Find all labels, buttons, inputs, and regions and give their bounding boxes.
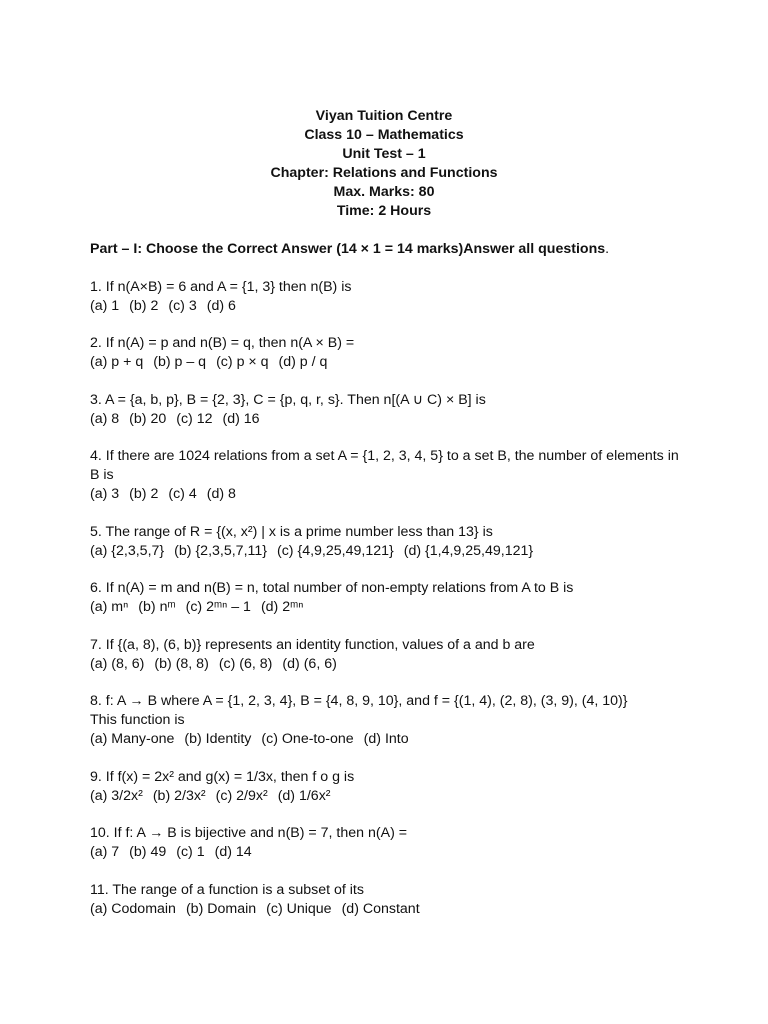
option-b: (b) nᵐ (138, 599, 176, 615)
option-c: (c) p × q (216, 354, 269, 370)
option-a: (a) (8, 6) (90, 655, 145, 672)
option-c: (c) One-to-one (261, 731, 354, 747)
option-c: (c) 2ᵐⁿ – 1 (185, 599, 251, 615)
option-b: (b) (8, 8) (154, 655, 209, 672)
answer-options (90, 353, 688, 372)
question-text: 4. If there are 1024 relations from a set A = {1, 2, 3, 4, 5} to a set B, the number of elements in B is (90, 448, 679, 483)
answer-options (90, 787, 688, 806)
question-6 (90, 579, 688, 617)
answer-options (90, 410, 688, 429)
answer-options (90, 843, 688, 862)
test-duration: Time: 2 Hours (336, 203, 432, 219)
option-a: (a) 8 (90, 410, 120, 427)
option-d: (d) 1/6x² (277, 787, 331, 804)
test-header (90, 107, 678, 221)
option-b: (b) 2 (129, 486, 159, 502)
option-c: (c) 3 (168, 297, 197, 314)
option-d: (d) 8 (206, 486, 236, 502)
question-text: 8. f: A → B where A = {1, 2, 3, 4}, B = {4, 8, 9, 10}, and f = {(1, 4), (2, 8), (3, 9), (4, 10)} (90, 693, 628, 709)
chapter-title: Chapter: Relations and Functions (270, 165, 498, 181)
option-a: (a) 3 (90, 486, 120, 502)
option-a: (a) Codomain (90, 900, 176, 917)
option-c: (c) 12 (176, 410, 213, 427)
option-d: (d) 6 (206, 297, 236, 314)
question-5 (90, 523, 688, 561)
part-title: Part – I: Choose the Correct Answer (14 × 1 = 14 marks)Answer all questions (90, 241, 606, 257)
question-3 (90, 391, 688, 429)
question-7 (90, 636, 688, 674)
option-a: (a) 3/2x² (90, 787, 143, 804)
option-a: (a) p + q (90, 354, 144, 370)
question-text: 9. If f(x) = 2x² and g(x) = 1/3x, then f o g is (90, 768, 355, 785)
answer-options (90, 297, 688, 316)
school-name: Viyan Tuition Centre (315, 108, 453, 124)
answer-options (90, 485, 688, 504)
question-text: 5. The range of R = {(x, x²) | x is a prime number less than 13} is (90, 523, 493, 540)
part-heading (90, 240, 688, 259)
question-2 (90, 334, 688, 372)
option-d: (d) 2ᵐⁿ (260, 599, 304, 615)
option-a: (a) Many-one (90, 731, 175, 747)
question-text: 3. A = {a, b, p}, B = {2, 3}, C = {p, q, r, s}. Then n[(A ∪ C) × B] is (90, 391, 486, 408)
option-b: (b) 2 (129, 297, 159, 314)
option-b: (b) 20 (129, 410, 167, 427)
option-d: (d) Constant (341, 900, 420, 917)
option-c: (c) 4 (168, 486, 197, 502)
option-d: (d) (6, 6) (282, 655, 337, 672)
option-b: (b) 49 (129, 844, 167, 860)
answer-options (90, 900, 688, 919)
answer-options (90, 598, 688, 617)
question-text: 7. If {(a, 8), (6, b)} represents an identity function, values of a and b are (90, 636, 535, 653)
class-title: Class 10 – Mathematics (304, 127, 464, 143)
option-a: (a) {2,3,5,7} (90, 542, 165, 559)
question-text-continued: This function is (90, 712, 185, 728)
option-c: (c) 1 (176, 844, 205, 860)
test-title: Unit Test – 1 (342, 146, 426, 162)
option-b: (b) Domain (185, 900, 257, 917)
max-marks: Max. Marks: 80 (333, 184, 435, 200)
question-4 (90, 447, 688, 504)
option-a: (a) mⁿ (90, 599, 129, 615)
question-text: 1. If n(A×B) = 6 and A = {1, 3} then n(B) is (90, 278, 352, 295)
question-text: 2. If n(A) = p and n(B) = q, then n(A × B) = (90, 335, 355, 351)
option-d: (d) p / q (278, 354, 328, 370)
option-a: (a) 7 (90, 844, 120, 860)
option-a: (a) 1 (90, 297, 120, 314)
question-11 (90, 881, 688, 919)
question-9 (90, 768, 688, 806)
question-text: 11. The range of a function is a subset of its (90, 881, 364, 898)
option-b: (b) {2,3,5,7,11} (174, 542, 267, 559)
question-text: 6. If n(A) = m and n(B) = n, total number of non-empty relations from A to B is (90, 580, 574, 596)
answer-options (90, 542, 688, 561)
option-c: (c) {4,9,25,49,121} (276, 542, 394, 559)
question-1 (90, 278, 688, 316)
option-d: (d) 14 (214, 844, 252, 860)
option-c: (c) Unique (266, 900, 332, 917)
option-d: (d) Into (363, 731, 409, 747)
option-c: (c) 2/9x² (215, 787, 268, 804)
question-10 (90, 824, 688, 862)
option-d: (d) {1,4,9,25,49,121} (403, 542, 534, 559)
option-b: (b) 2/3x² (152, 787, 206, 804)
option-b: (b) p – q (153, 354, 207, 370)
option-b: (b) Identity (184, 731, 252, 747)
answer-options (90, 655, 688, 674)
part-title-end: . (605, 241, 610, 257)
answer-options (90, 730, 688, 749)
option-d: (d) 16 (222, 410, 260, 427)
question-8 (90, 692, 688, 749)
question-text: 10. If f: A → B is bijective and n(B) = 7, then n(A) = (90, 825, 408, 841)
option-c: (c) (6, 8) (218, 655, 273, 672)
